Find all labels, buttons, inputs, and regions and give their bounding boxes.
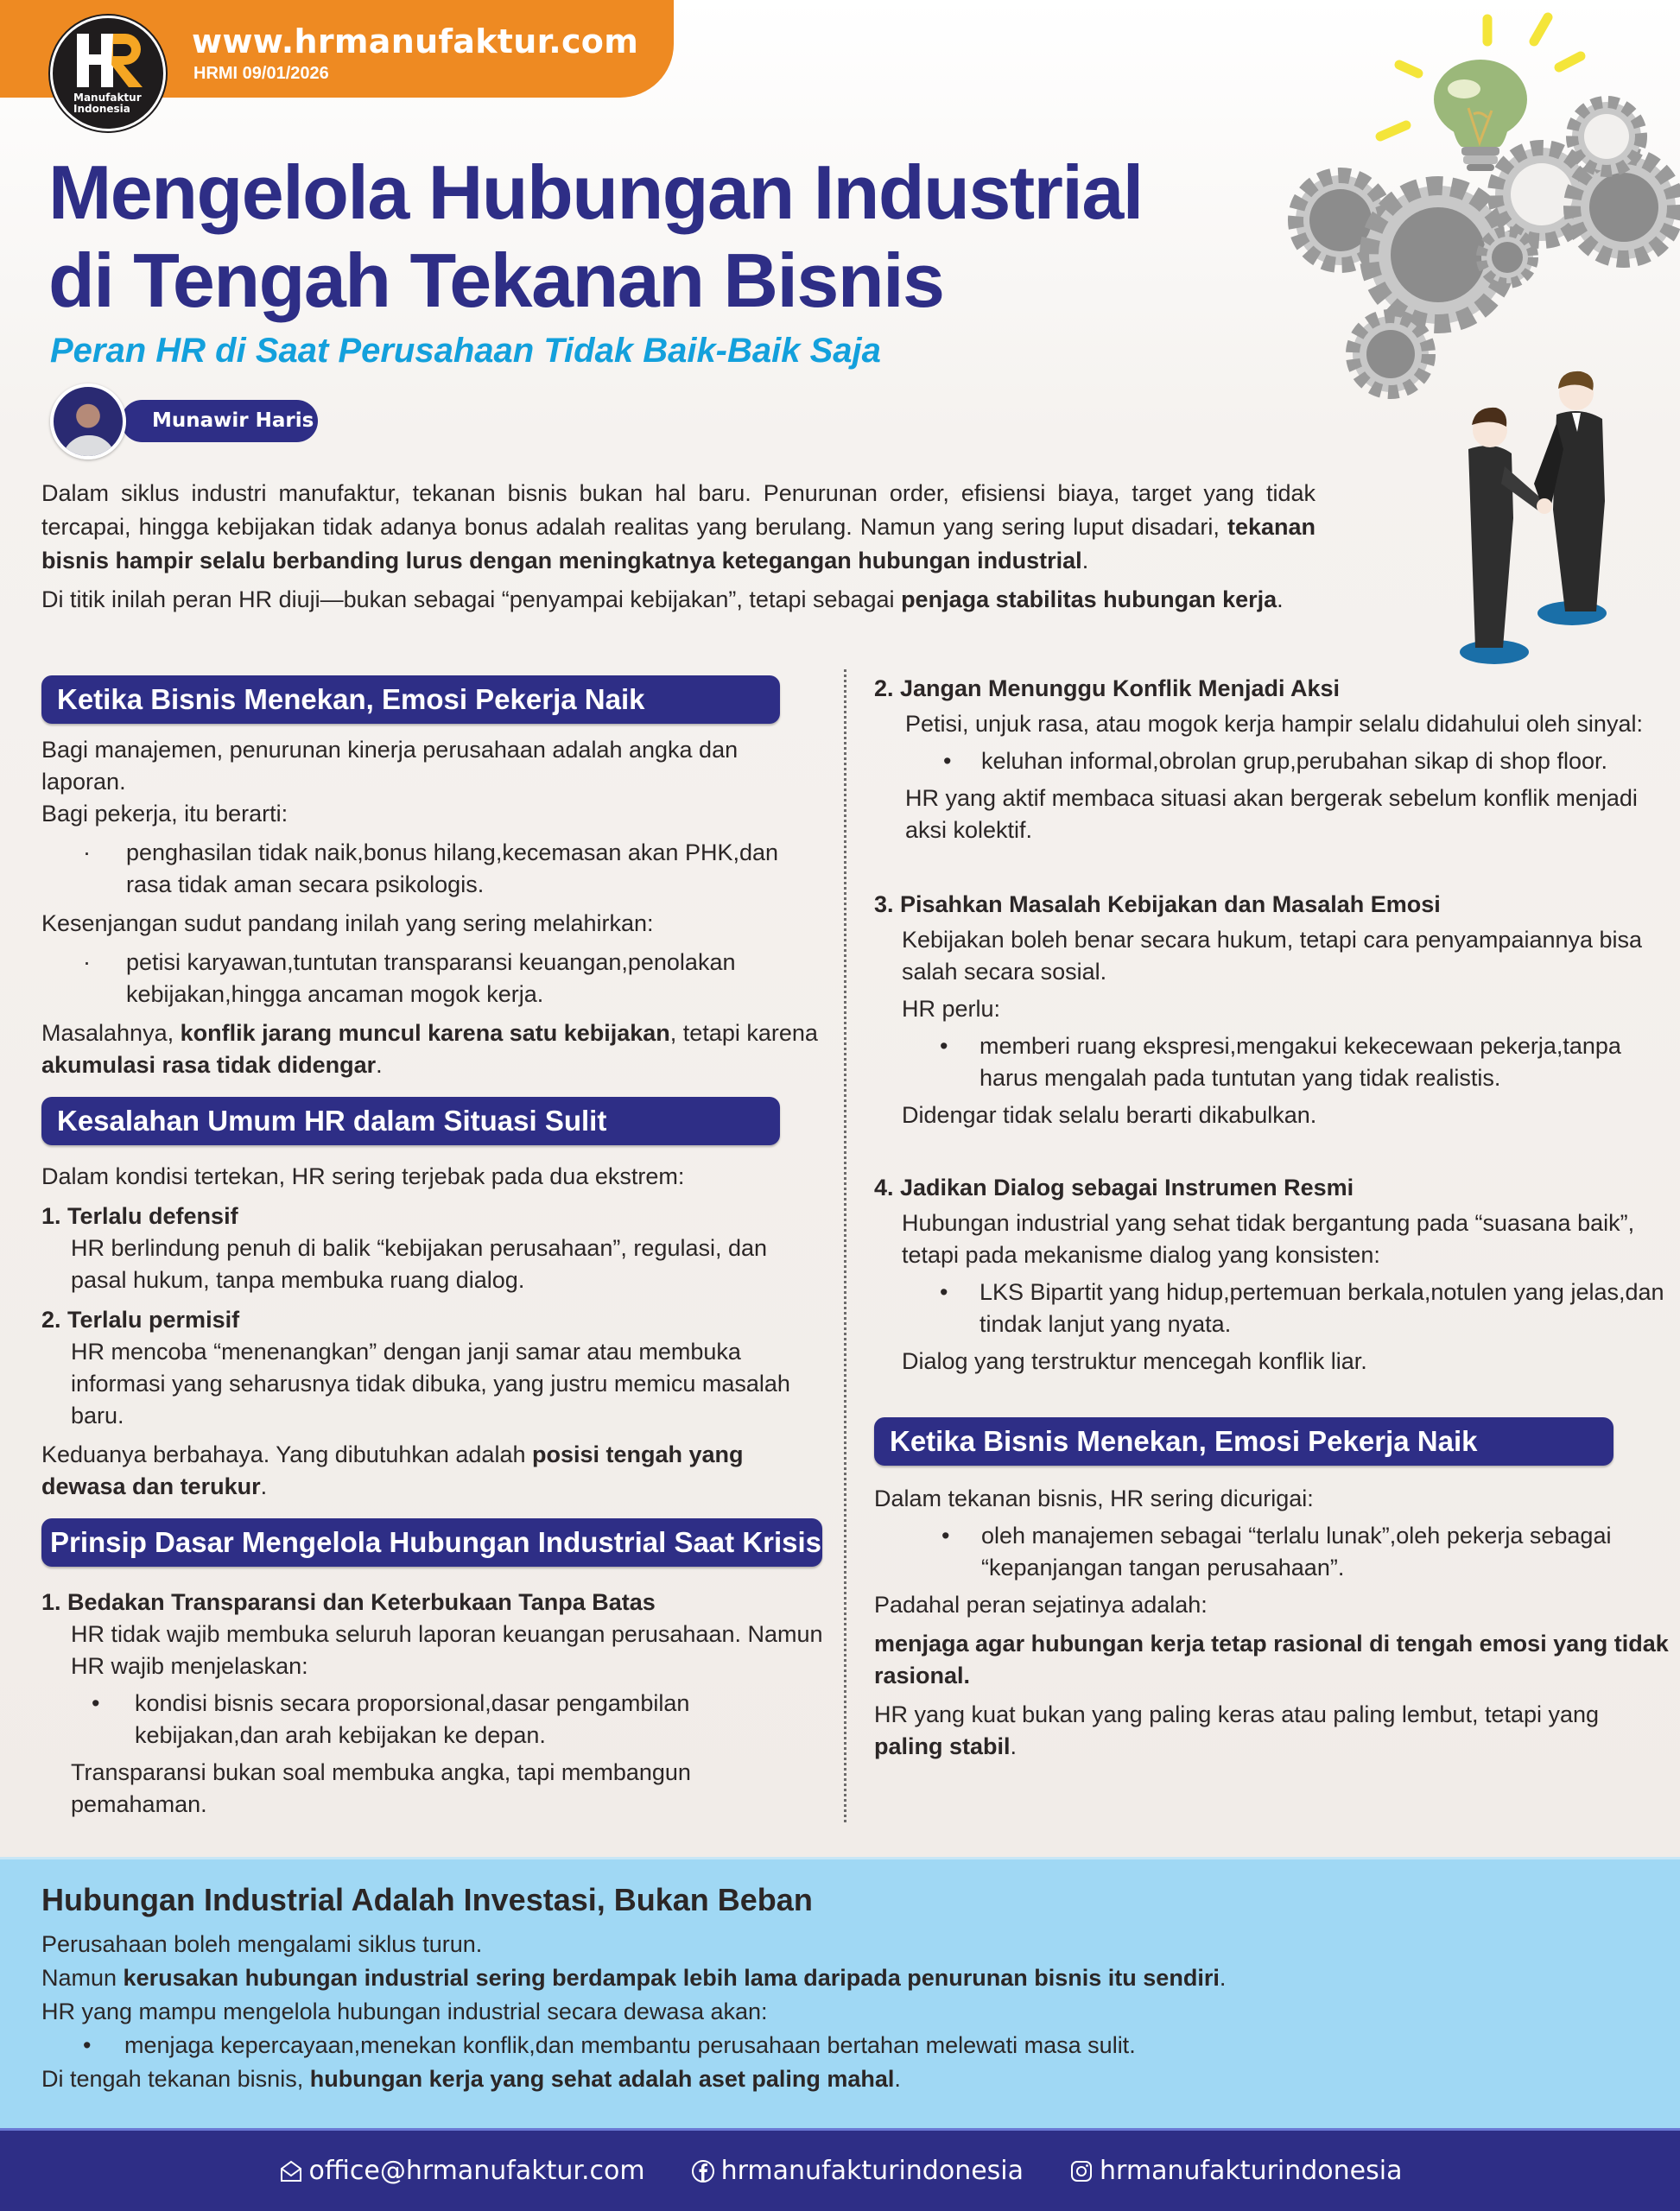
list-item-text: LKS Bipartit yang hidup,pertemuan berkala,notulen yang jelas,dan tindak lanjut yang nyata.: [979, 1279, 1664, 1337]
paragraph: [41, 1017, 824, 1081]
text: HR yang kuat bukan yang paling keras atau paling lembut, tetapi yang: [874, 1701, 1600, 1727]
emphasis-paragraph: menjaga agar hubungan kerja tetap rasional di tengah emosi yang tidak rasional.: [874, 1631, 1669, 1688]
section-heading-principles: Prinsip Dasar Mengelola Hubungan Industrial Saat Krisis: [41, 1518, 822, 1567]
section-suspicion-body: [874, 1483, 1669, 1763]
text: .: [260, 1473, 268, 1499]
paragraph: Dialog yang terstruktur mencegah konflik liar.: [902, 1348, 1367, 1374]
emphasis: paling stabil: [874, 1733, 1011, 1759]
list-item-text: petisi karyawan,tuntutan transparansi keuangan,penolakan kebijakan,hingga ancaman mogok kerja.: [126, 949, 736, 1007]
principle-item-4: [874, 1171, 1669, 1378]
principle-item-3: [874, 888, 1669, 1131]
conclusion-box: [0, 1857, 1680, 2128]
section-principles-body: [41, 1586, 824, 1821]
text: , tetapi karena: [669, 1020, 818, 1046]
handshake-icon: [1460, 371, 1607, 664]
paragraph: HR mencoba “menenangkan” dengan janji samar atau membuka informasi yang seharusnya tidak dibuka, yang justru memicu masalah baru.: [71, 1339, 790, 1429]
bullet-icon: •: [941, 1523, 950, 1549]
intro-emphasis: tekanan bisnis hampir selalu berbanding lurus dengan meningkatnya ketegangan hubungan industrial: [41, 514, 1315, 573]
section-heading-suspicion: Ketika Bisnis Menekan, Emosi Pekerja Naik: [874, 1417, 1613, 1466]
envelope-icon: [278, 2158, 304, 2184]
footer: [0, 2128, 1680, 2211]
logo-sub-line1: Manufaktur: [73, 92, 142, 104]
section-mistakes-body: [41, 1161, 824, 1503]
paragraph: [41, 1439, 824, 1503]
paragraph: HR perlu:: [902, 996, 1001, 1022]
hr-manufaktur-logo: [50, 16, 166, 131]
section-heading-emotions: Ketika Bisnis Menekan, Emosi Pekerja Naik: [41, 675, 780, 724]
list-item-text: menjaga kepercayaan,menekan konflik,dan membantu perusahaan bertahan melewati masa sulit.: [124, 2032, 1136, 2058]
title-line-2: di Tengah Tekanan Bisnis: [48, 238, 944, 323]
list-item: [41, 837, 824, 901]
section-emotions-body: [41, 734, 824, 1081]
section-heading-mistakes: Kesalahan Umum HR dalam Situasi Sulit: [41, 1097, 780, 1145]
page-subtitle: Peran HR di Saat Perusahaan Tidak Baik-Baik Saja: [50, 332, 881, 370]
intro-paragraph-1: [41, 477, 1315, 578]
list-item: [874, 1030, 1669, 1094]
text: Masalahnya,: [41, 1020, 181, 1046]
hr-logo-icon: [72, 30, 149, 91]
bullet-icon: •: [92, 1690, 100, 1716]
intro-emphasis: penjaga stabilitas hubungan kerja: [901, 586, 1277, 612]
emphasis: posisi tengah yang dewasa dan terukur: [41, 1441, 744, 1499]
author-name: Munawir Haris: [152, 409, 314, 432]
author-badge: [121, 400, 318, 442]
conclusion-body: [41, 1929, 1596, 2095]
instagram-link[interactable]: hrmanufakturindonesia: [1100, 2156, 1403, 2186]
left-column: [41, 675, 824, 1821]
instagram-icon: [1068, 2158, 1094, 2184]
intro-text: Dalam siklus industri manufaktur, tekanan bisnis bukan hal baru. Penurunan order, efisiensi biaya, target yang tidak tercapai, hingga kebijakan tidak adanya bonus adalah realitas yang berulang. Namun yang sering luput disadari,: [41, 480, 1315, 540]
bullet-icon: •: [943, 748, 952, 774]
email-link[interactable]: office@hrmanufaktur.com: [308, 2156, 645, 2186]
text: .: [894, 2066, 901, 2092]
paragraph: HR yang aktif membaca situasi akan bergerak sebelum konflik menjadi aksi kolektif.: [905, 785, 1638, 843]
paragraph: Kesenjangan sudut pandang inilah yang sering melahirkan:: [41, 910, 654, 936]
footer-instagram[interactable]: [1068, 2156, 1402, 2186]
text: .: [1219, 1965, 1227, 1991]
paragraph: Bagi manajemen, penurunan kinerja perusahaan adalah angka dan laporan.: [41, 737, 739, 795]
facebook-link[interactable]: hrmanufakturindonesia: [720, 2156, 1024, 2186]
emphasis: hubungan kerja yang sehat adalah aset paling mahal: [309, 2066, 895, 2092]
emphasis: konflik jarang muncul karena satu kebijakan: [180, 1020, 670, 1046]
paragraph: Hubungan industrial yang sehat tidak bergantung pada “suasana baik”, tetapi pada mekanisme dialog yang konsisten:: [902, 1210, 1635, 1268]
bullet-icon: ·: [83, 949, 91, 975]
list-item: [41, 1688, 824, 1752]
numbered-heading: 1. Bedakan Transparansi dan Keterbukaan Tanpa Batas: [41, 1589, 656, 1615]
bullet-icon: •: [940, 1033, 948, 1059]
list-item-text: kondisi bisnis secara proporsional,dasar pengambilan kebijakan,dan arah kebijakan ke depan.: [135, 1690, 690, 1748]
text: .: [376, 1052, 383, 1078]
intro-text: .: [1277, 586, 1284, 612]
paragraph: Kebijakan boleh benar secara hukum, tetapi cara penyampaiannya bisa salah secara sosial.: [902, 927, 1643, 985]
numbered-heading: 3. Pisahkan Masalah Kebijakan dan Masalah Emosi: [874, 891, 1441, 917]
paragraph: [41, 2063, 1596, 2095]
list-item: [874, 745, 1669, 777]
list-item: [41, 947, 824, 1010]
right-column: [874, 672, 1669, 1763]
emphasis: kerusakan hubungan industrial sering berdampak lebih lama daripada penurunan bisnis itu sendiri: [123, 1965, 1220, 1991]
list-item: [874, 1520, 1669, 1584]
paragraph: Petisi, unjuk rasa, atau mogok kerja hampir selalu didahului oleh sinyal:: [905, 711, 1643, 737]
list-item-text: penghasilan tidak naik,bonus hilang,kecemasan akan PHK,dan rasa tidak aman secara psikologis.: [126, 839, 779, 897]
numbered-heading: 2. Terlalu permisif: [41, 1307, 240, 1333]
list-item: [874, 1277, 1669, 1340]
page-title: [48, 149, 1143, 325]
title-line-1: Mengelola Hubungan Industrial: [48, 149, 1143, 235]
conclusion-heading: Hubungan Industrial Adalah Investasi, Bukan Beban: [41, 1882, 813, 1917]
intro-text: .: [1081, 548, 1089, 573]
emphasis: akumulasi rasa tidak didengar: [41, 1052, 377, 1078]
list-item-text: keluhan informal,obrolan grup,perubahan sikap di shop floor.: [981, 748, 1607, 774]
paragraph: HR berlindung penuh di balik “kebijakan perusahaan”, regulasi, dan pasal hukum, tanpa membuka ruang dialog.: [71, 1235, 768, 1293]
paragraph: Bagi pekerja, itu berarti:: [41, 801, 288, 827]
paragraph: Transparansi bukan soal membuka angka, tapi membangun pemahaman.: [71, 1759, 691, 1817]
paragraph: Dalam kondisi tertekan, HR sering terjebak pada dua ekstrem:: [41, 1163, 685, 1189]
edition-date: HRMI 09/01/2026: [193, 64, 329, 83]
paragraph: HR yang mampu mengelola hubungan industrial secara dewasa akan:: [41, 1999, 768, 2024]
text: Namun: [41, 1965, 124, 1991]
list-item: [41, 2030, 1596, 2062]
paragraph: HR tidak wajib membuka seluruh laporan keuangan perusahaan. Namun HR wajib menjelaskan:: [71, 1621, 823, 1679]
paragraph: Padahal peran sejatinya adalah:: [874, 1592, 1208, 1618]
logo-subtitle: [73, 92, 142, 115]
intro-text: Di titik inilah peran HR diuji—bukan sebagai “penyampai kebijakan”, tetapi sebagai: [41, 586, 902, 612]
bullet-icon: ·: [83, 839, 91, 865]
column-divider: [844, 669, 846, 1822]
numbered-heading: 2. Jangan Menunggu Konflik Menjadi Aksi: [874, 675, 1341, 701]
footer-facebook[interactable]: [690, 2156, 1024, 2186]
gears-handshake-illustration: [1278, 0, 1680, 682]
paragraph: [41, 1962, 1596, 1994]
footer-email[interactable]: [278, 2156, 645, 2186]
text: Di tengah tekanan bisnis,: [41, 2066, 310, 2092]
paragraph: Perusahaan boleh mengalami siklus turun.: [41, 1931, 483, 1957]
bullet-icon: •: [940, 1279, 948, 1305]
paragraph: [874, 1699, 1669, 1763]
principle-item-2: [874, 672, 1669, 846]
numbered-heading: 4. Jadikan Dialog sebagai Instrumen Resmi: [874, 1175, 1354, 1201]
list-item-text: memberi ruang ekspresi,mengakui kekecewaan pekerja,tanpa harus mengalah pada tuntutan yang tidak realistis.: [979, 1033, 1621, 1091]
text: .: [1010, 1733, 1018, 1759]
author-avatar: [50, 383, 126, 459]
paragraph: Dalam tekanan bisnis, HR sering dicurigai:: [874, 1486, 1314, 1511]
bullet-icon: •: [83, 2032, 92, 2058]
intro-paragraph-2: [41, 583, 1315, 617]
numbered-heading: 1. Terlalu defensif: [41, 1203, 238, 1229]
logo-sub-line2: Indonesia: [73, 103, 130, 115]
intro-section: [41, 477, 1315, 622]
paragraph: Didengar tidak selalu berarti dikabulkan.: [902, 1102, 1317, 1128]
list-item-text: oleh manajemen sebagai “terlalu lunak”,oleh pekerja sebagai “kepanjangan tangan perusahaan”.: [981, 1523, 1612, 1581]
website-link[interactable]: www.hrmanufaktur.com: [192, 22, 639, 60]
text: Keduanya berbahaya. Yang dibutuhkan adalah: [41, 1441, 532, 1467]
facebook-icon: [690, 2158, 716, 2184]
